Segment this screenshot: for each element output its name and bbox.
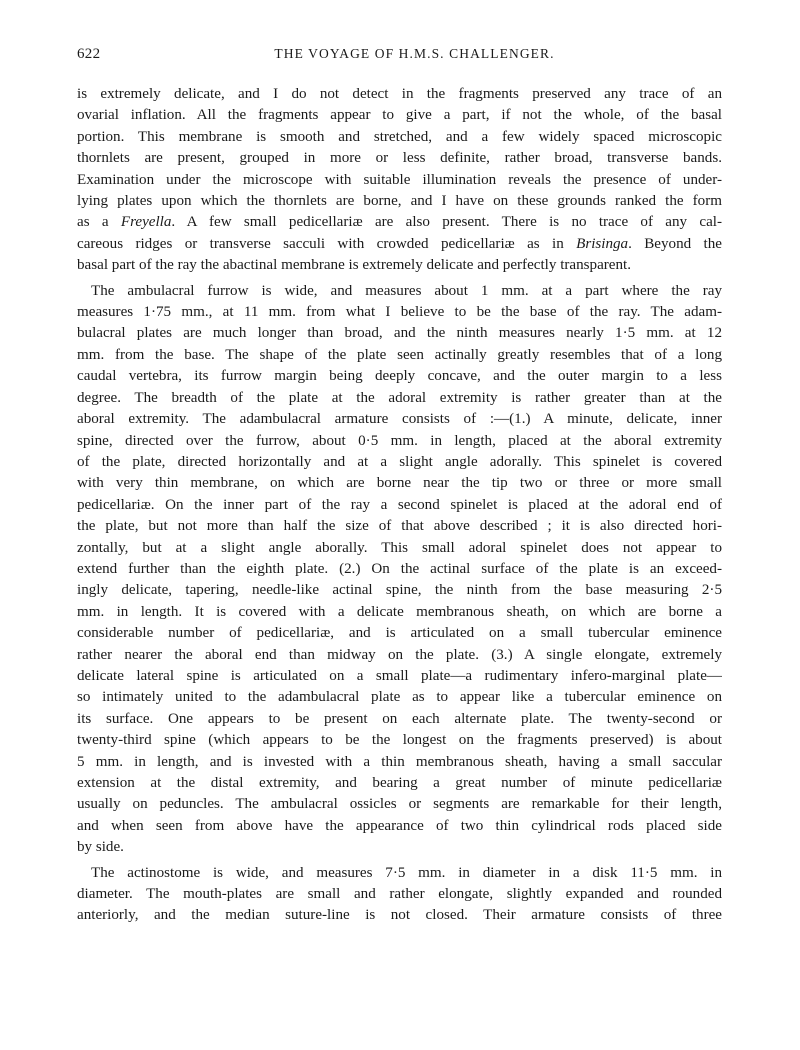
text-line: caudal vertebra, its furrow margin being deeply concave, and the outer margin to a less bbox=[77, 368, 722, 385]
text-line: usually on peduncles. The ambulacral ossicles or segments are remarkable for their length, bbox=[77, 796, 722, 813]
paragraph-2 bbox=[77, 281, 722, 859]
text-line: and when seen from above have the appearance of two thin cylindrical rods placed side bbox=[77, 817, 722, 834]
text-line: anteriorly, and the median suture-line is not closed. Their armature consists of three bbox=[77, 907, 722, 924]
text-line: Examination under the microscope with suitable illumination reveals the presence of under- bbox=[77, 171, 722, 188]
text-line: its surface. One appears to be present on each alternate plate. The twenty-second or bbox=[77, 710, 722, 727]
text-line: careous ridges or transverse sacculi with crowded pedicellariæ as in Brisinga. Beyond the bbox=[77, 235, 722, 252]
text-line: so intimately united to the adambulacral plate as to appear like a tubercular eminence on bbox=[77, 689, 722, 706]
text-line: lying plates upon which the thornlets are borne, and I have on these grounds ranked the form bbox=[77, 193, 722, 210]
page-number: 622 bbox=[77, 46, 101, 62]
text-line: measures 1·75 mm., at 11 mm. from what I believe to be the base of the ray. The adam- bbox=[77, 304, 722, 321]
text-line: extension at the distal extremity, and bearing a great number of minute pedicellariæ bbox=[77, 775, 722, 791]
body-text bbox=[77, 84, 722, 927]
text-line: delicate lateral spine is articulated on a small plate—a rudimentary infero-marginal plate— bbox=[77, 667, 722, 684]
text-line: considerable number of pedicellariæ, and is articulated on a small tubercular eminence bbox=[77, 625, 722, 642]
text-line: ingly delicate, tapering, needle-like actinal spine, the ninth from the base measuring 2·5 bbox=[77, 582, 722, 599]
text-line: zontally, but at a slight angle aborally. This small adoral spinelet does not appear to bbox=[77, 539, 722, 556]
text-line: bulacral plates are much longer than broad, and the ninth measures nearly 1·5 mm. at 12 bbox=[77, 325, 722, 342]
text-line: mm. from the base. The shape of the plate seen actinally greatly resembles that of a long bbox=[77, 346, 722, 363]
text-line: the plate, but not more than half the size of that above described ; it is also directed hori- bbox=[77, 518, 722, 535]
page-header bbox=[77, 46, 722, 68]
text-line: degree. The breadth of the plate at the adoral extremity is rather greater than at the bbox=[77, 389, 722, 406]
text-line: basal part of the ray the abactinal membrane is extremely delicate and perfectly transparent. bbox=[77, 257, 632, 274]
text-line: rather nearer the aboral end than midway on the plate. (3.) A single elongate, extremely bbox=[77, 646, 722, 663]
text-line: with very thin membrane, on which are borne near the tip two or three or more small bbox=[77, 475, 722, 492]
text-line: by side. bbox=[77, 839, 124, 856]
text-line: as a Freyella. A few small pedicellariæ are also present. There is no trace of any cal- bbox=[77, 214, 722, 231]
paragraph-1 bbox=[77, 84, 722, 277]
text-line: aboral extremity. The adambulacral armature consists of :—(1.) A minute, delicate, inner bbox=[77, 411, 722, 428]
text-line: thornlets are present, grouped in more or less definite, rather broad, transverse bands. bbox=[77, 150, 722, 167]
text-line: mm. in length. It is covered with a delicate membranous sheath, on which are borne a bbox=[77, 603, 722, 620]
text-line: portion. This membrane is smooth and stretched, and a few widely spaced microscopic bbox=[77, 128, 722, 145]
text-line: The actinostome is wide, and measures 7·5 mm. in diameter in a disk 11·5 mm. in bbox=[91, 864, 722, 881]
text-line: ovarial inflation. All the fragments appear to give a part, if not the whole, of the basal bbox=[77, 107, 722, 124]
text-line: pedicellariæ. On the inner part of the ray a second spinelet is placed at the adoral end of bbox=[77, 496, 722, 513]
text-line: diameter. The mouth-plates are small and rather elongate, slightly expanded and rounded bbox=[77, 886, 722, 903]
paragraph-3 bbox=[77, 863, 722, 927]
text-line: twenty-third spine (which appears to be the longest on the fragments preserved) is about bbox=[77, 732, 722, 749]
text-line: spine, directed over the furrow, about 0·5 mm. in length, placed at the aboral extremity bbox=[77, 432, 722, 449]
genus-name: Brisinga bbox=[576, 235, 629, 252]
text-line: extend further than the eighth plate. (2.) On the actinal surface of the plate is an exceed- bbox=[77, 560, 722, 577]
text-line: is extremely delicate, and I do not detect in the fragments preserved any trace of an bbox=[77, 86, 722, 102]
running-title: THE VOYAGE OF H.M.S. CHALLENGER. bbox=[274, 46, 555, 61]
text-line: 5 mm. in length, and is invested with a thin membranous sheath, having a small saccular bbox=[77, 753, 722, 770]
text-line: The ambulacral furrow is wide, and measures about 1 mm. at a part where the ray bbox=[91, 282, 722, 299]
genus-name: Freyella bbox=[120, 214, 172, 231]
text-line: of the plate, directed horizontally and at a slight angle adorally. This spinelet is covered bbox=[77, 453, 722, 470]
